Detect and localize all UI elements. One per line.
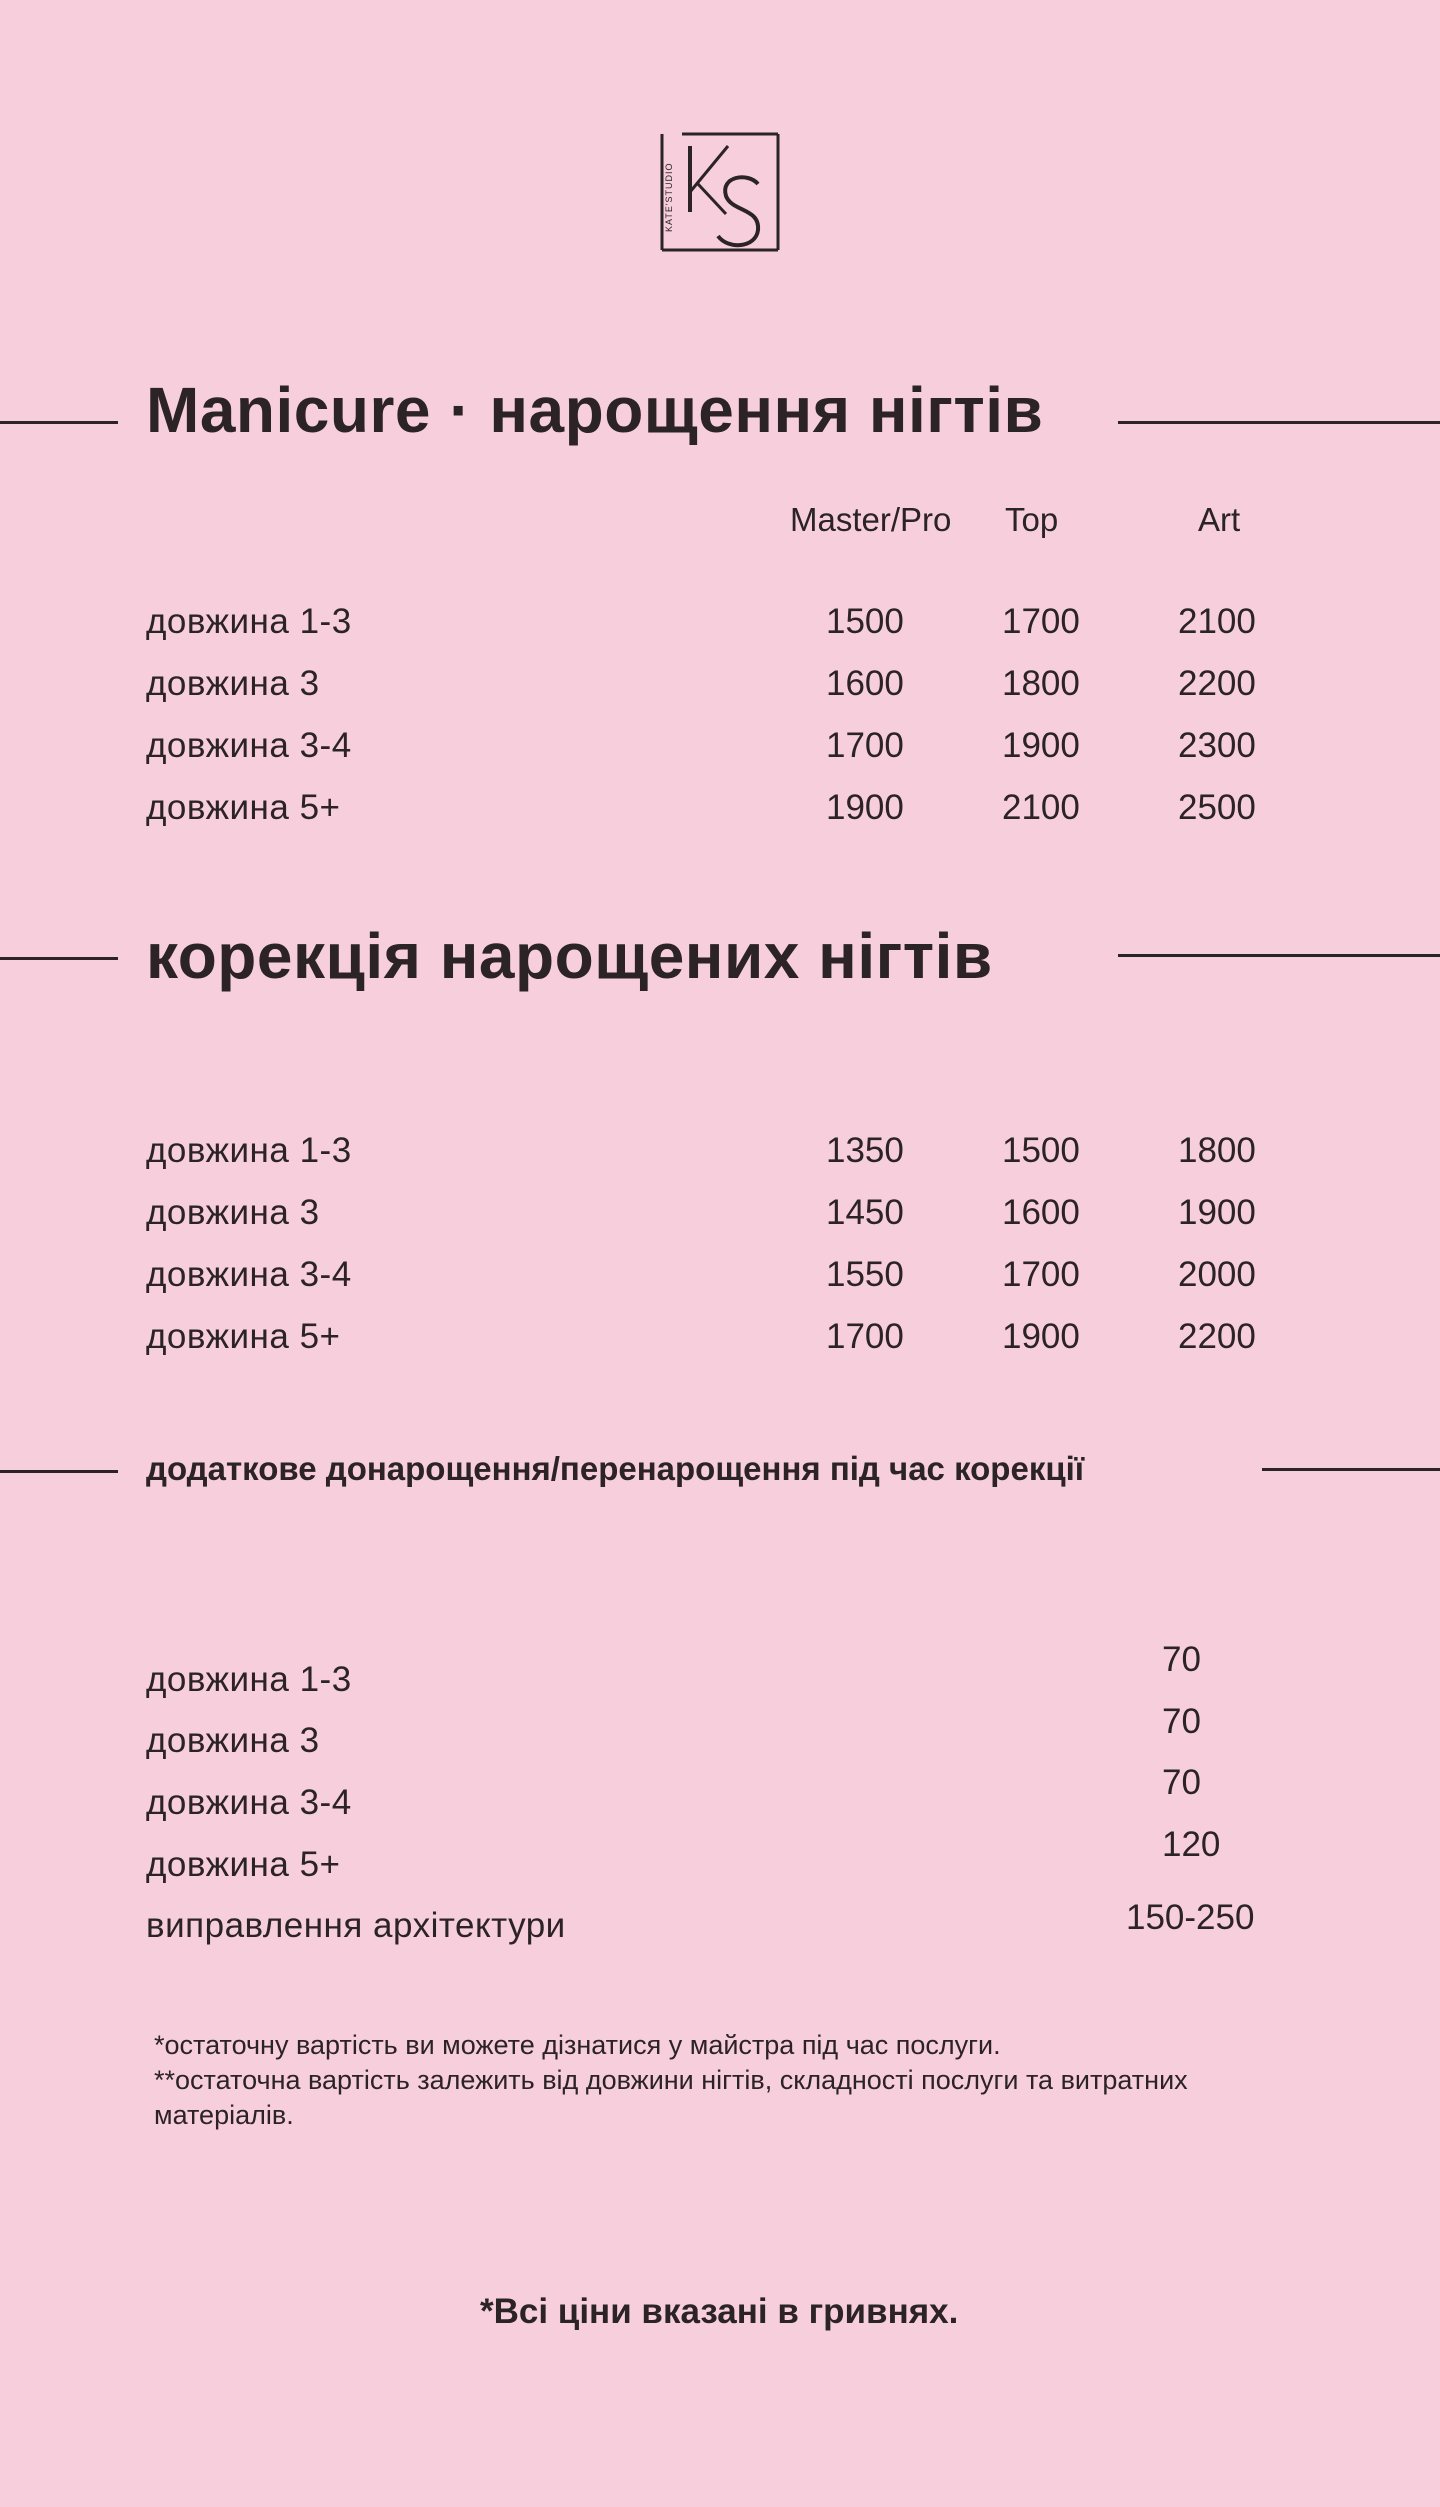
price-master-pro: 1900 — [826, 788, 904, 827]
row-label: довжина 3 — [146, 1721, 320, 1760]
section-title-correction: корекція нарощених нігтів — [146, 920, 993, 992]
price: 120 — [1162, 1825, 1221, 1864]
price-master-pro: 1700 — [826, 1317, 904, 1356]
price-top: 1600 — [1002, 1193, 1080, 1232]
price-top: 1800 — [1002, 664, 1080, 703]
price-master-pro: 1450 — [826, 1193, 904, 1232]
price: 70 — [1162, 1640, 1201, 1679]
price-art: 2100 — [1178, 602, 1256, 641]
section-divider-left — [0, 1470, 118, 1473]
column-header-master-pro: Master/Pro — [790, 501, 952, 538]
row-label: довжина 1-3 — [146, 1660, 352, 1699]
section-divider-right — [1118, 954, 1440, 957]
section-title-manicure: Manicure · нарощення нігтів — [146, 374, 1044, 446]
row-label: довжина 3-4 — [146, 1255, 352, 1294]
row-label: виправлення архітектури — [146, 1906, 566, 1945]
price-master-pro: 1550 — [826, 1255, 904, 1294]
price-top: 1900 — [1002, 1317, 1080, 1356]
price-art: 1900 — [1178, 1193, 1256, 1232]
price-top: 1700 — [1002, 1255, 1080, 1294]
price-master-pro: 1350 — [826, 1131, 904, 1170]
row-label: довжина 3-4 — [146, 726, 352, 765]
row-label: довжина 1-3 — [146, 602, 352, 641]
price-art: 2500 — [1178, 788, 1256, 827]
price-art: 1800 — [1178, 1131, 1256, 1170]
row-label: довжина 5+ — [146, 1317, 341, 1356]
section-divider-left — [0, 957, 118, 960]
footnote: *остаточну вартість ви можете дізнатися у майстра під час послуги. — [154, 2030, 1001, 2060]
footnotes — [154, 2028, 1254, 2133]
price-art: 2200 — [1178, 1317, 1256, 1356]
row-label: довжина 3 — [146, 664, 320, 703]
price-top: 1900 — [1002, 726, 1080, 765]
price-art: 2200 — [1178, 664, 1256, 703]
price-master-pro: 1700 — [826, 726, 904, 765]
row-label: довжина 5+ — [146, 788, 341, 827]
price-master-pro: 1500 — [826, 602, 904, 641]
price: 150-250 — [1126, 1898, 1255, 1937]
price-art: 2300 — [1178, 726, 1256, 765]
logo-brand-text: KATE'STUDIO — [664, 162, 674, 232]
column-header-art: Art — [1198, 501, 1241, 538]
section-divider-right — [1262, 1468, 1440, 1471]
price-master-pro: 1600 — [826, 664, 904, 703]
price-art: 2000 — [1178, 1255, 1256, 1294]
price-top: 2100 — [1002, 788, 1080, 827]
section-title-extra: додаткове донарощення/перенарощення під час корекції — [146, 1450, 1085, 1487]
price-top: 1500 — [1002, 1131, 1080, 1170]
ks-monogram-icon — [660, 132, 780, 252]
footnote: **остаточна вартість залежить від довжини нігтів, складності послуги та витратних матеріалів. — [154, 2065, 1188, 2130]
studio-logo — [660, 132, 780, 252]
section-divider-left — [0, 421, 118, 424]
row-label: довжина 3-4 — [146, 1783, 352, 1822]
section-divider-right — [1118, 421, 1440, 424]
column-header-top: Top — [1005, 501, 1059, 538]
price: 70 — [1162, 1702, 1201, 1741]
row-label: довжина 5+ — [146, 1845, 341, 1884]
row-label: довжина 1-3 — [146, 1131, 352, 1170]
currency-note: *Всі ціни вказані в гривнях. — [480, 2292, 959, 2331]
row-label: довжина 3 — [146, 1193, 320, 1232]
price-top: 1700 — [1002, 602, 1080, 641]
price: 70 — [1162, 1763, 1201, 1802]
